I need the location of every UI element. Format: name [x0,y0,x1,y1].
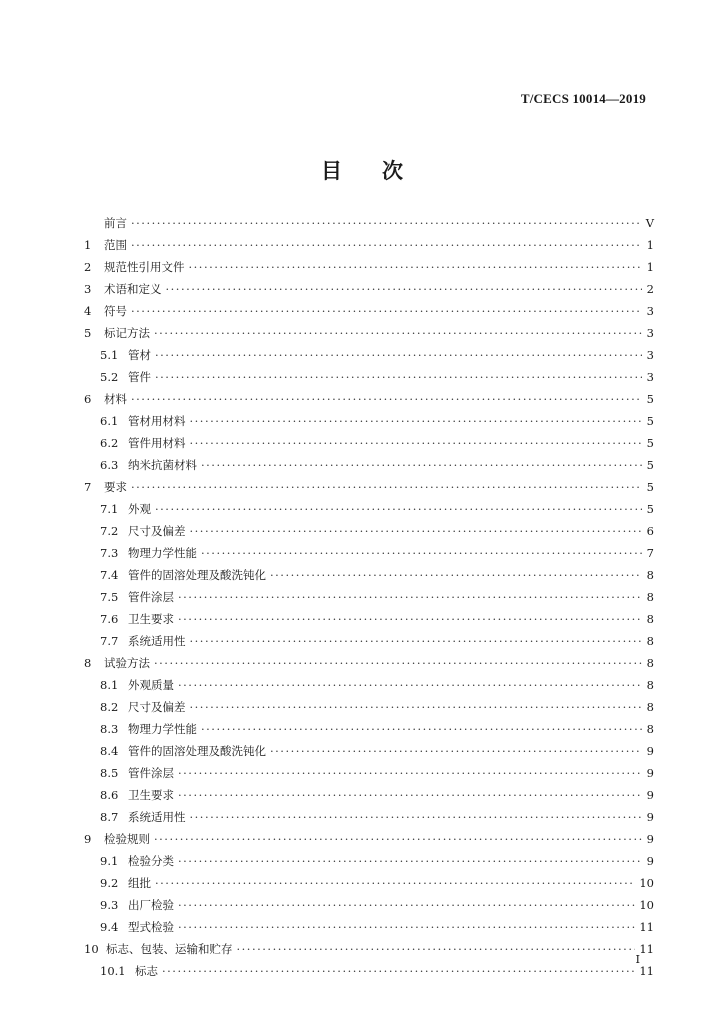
toc-entry-label: 试验方法 [104,656,150,670]
toc-entry[interactable] [84,212,654,234]
toc-entry-label: 尺寸及偏差 [128,524,186,538]
toc-entry-page: 8 [646,612,654,626]
toc-entry-label: 外观 [128,502,151,516]
toc-entry[interactable] [84,828,654,850]
toc-leader-dots [190,630,643,652]
toc-entry-label: 出厂检验 [128,898,174,912]
toc-entry-label: 标志、包装、运输和贮存 [106,942,233,956]
toc-entry-page: 6 [646,524,654,538]
toc-entry-page: 8 [646,590,654,604]
toc-leader-dots [178,674,642,696]
toc-entry-number: 8.6 [100,788,119,802]
toc-entry-label: 管件用材料 [128,436,186,450]
toc-entry-page: 2 [646,282,654,296]
toc-leader-dots [131,388,642,410]
toc-leader-dots [154,652,642,674]
toc-leader-dots [131,234,642,256]
table-of-contents [84,212,654,982]
toc-entry-number: 9.4 [100,920,119,934]
toc-entry-page: 3 [646,348,654,362]
toc-entry-label: 前言 [104,216,127,230]
toc-entry[interactable] [84,366,654,388]
toc-entry-number: 2 [84,260,92,274]
toc-entry[interactable] [84,718,654,740]
toc-leader-dots [155,498,642,520]
toc-entry-label: 符号 [104,304,127,318]
toc-entry-number: 5.1 [100,348,119,362]
toc-entry-number: 6.1 [100,414,119,428]
standard-code: T/CECS 10014—2019 [520,91,646,106]
toc-entry-number: 6.3 [100,458,119,472]
toc-entry[interactable] [84,300,654,322]
toc-entry-page: 9 [646,788,654,802]
toc-title-char-1: 目 [321,159,342,183]
toc-leader-dots [270,740,642,762]
toc-entry[interactable] [84,410,654,432]
toc-entry-label: 管件的固溶处理及酸洗钝化 [128,568,266,582]
toc-entry[interactable] [84,322,654,344]
toc-entry-page: 3 [646,326,654,340]
toc-entry-page: 9 [646,854,654,868]
toc-entry-number: 10 [84,942,99,956]
toc-entry[interactable] [84,850,654,872]
toc-entry-label: 术语和定义 [104,282,162,296]
toc-leader-dots [190,520,643,542]
toc-entry-number: 9.1 [100,854,119,868]
toc-entry-page: 5 [646,414,654,428]
toc-entry-page: 5 [646,458,654,472]
toc-entry-number: 7.7 [100,634,119,648]
toc-entry-page: 5 [646,436,654,450]
toc-entry-number: 6 [84,392,92,406]
toc-leader-dots [178,916,635,938]
toc-entry[interactable] [84,806,654,828]
toc-entry-number: 5.2 [100,370,119,384]
toc-entry-label: 物理力学性能 [128,546,197,560]
toc-entry[interactable] [84,586,654,608]
toc-leader-dots [201,542,642,564]
toc-leader-dots [178,586,642,608]
toc-entry-label: 管材 [128,348,151,362]
toc-leader-dots [154,322,642,344]
toc-entry[interactable] [84,674,654,696]
toc-leader-dots [178,762,642,784]
toc-entry-number: 7.3 [100,546,119,560]
toc-entry-number: 9.3 [100,898,119,912]
toc-leader-dots [190,410,643,432]
toc-entry-label: 范围 [104,238,127,252]
toc-entry-number: 7.6 [100,612,119,626]
toc-entry-label: 规范性引用文件 [104,260,185,274]
toc-entry[interactable] [84,608,654,630]
toc-leader-dots [166,278,643,300]
toc-entry-page: 8 [646,722,654,736]
toc-entry-label: 卫生要求 [128,788,174,802]
toc-entry-page: 9 [646,810,654,824]
toc-entry-page: 8 [646,700,654,714]
toc-entry-label: 纳米抗菌材料 [128,458,197,472]
toc-entry-label: 卫生要求 [128,612,174,626]
toc-leader-dots [189,256,643,278]
toc-entry[interactable] [84,564,654,586]
toc-entry[interactable] [84,916,654,938]
toc-entry-page: 10 [639,898,654,912]
toc-entry-label: 材料 [104,392,127,406]
toc-entry-label: 标记方法 [104,326,150,340]
toc-entry-number: 1 [84,238,92,252]
toc-entry-page: 8 [646,568,654,582]
toc-entry-label: 系统适用性 [128,810,186,824]
toc-entry-label: 物理力学性能 [128,722,197,736]
toc-entry[interactable] [84,762,654,784]
toc-entry-label: 管件的固溶处理及酸洗钝化 [128,744,266,758]
toc-entry-page: 1 [646,238,654,252]
toc-leader-dots [155,872,635,894]
toc-entry-number: 4 [84,304,92,318]
toc-leader-dots [178,784,642,806]
toc-leader-dots [131,476,642,498]
toc-entry-label: 管件涂层 [128,766,174,780]
toc-entry[interactable] [84,498,654,520]
toc-entry-number: 7 [84,480,92,494]
toc-entry-page: 11 [639,942,654,956]
toc-entry-label: 检验规则 [104,832,150,846]
toc-entry-page: 9 [646,766,654,780]
toc-entry[interactable] [84,388,654,410]
toc-entry-page: 1 [646,260,654,274]
toc-entry[interactable] [84,454,654,476]
toc-leader-dots [201,718,642,740]
toc-entry[interactable] [84,894,654,916]
toc-entry-number: 8 [84,656,92,670]
toc-leader-dots [201,454,642,476]
toc-leader-dots [190,432,643,454]
toc-entry-number: 9.2 [100,876,119,890]
toc-entry-page: 5 [646,502,654,516]
page-number: I [635,952,640,966]
toc-entry-label: 管件涂层 [128,590,174,604]
toc-entry-label: 尺寸及偏差 [128,700,186,714]
toc-entry-number: 7.4 [100,568,119,582]
toc-entry[interactable] [84,278,654,300]
toc-entry-number: 8.5 [100,766,119,780]
toc-entry[interactable] [84,652,654,674]
toc-entry-label: 组批 [128,876,151,890]
toc-leader-dots [190,806,643,828]
toc-entry-number: 8.3 [100,722,119,736]
toc-entry-page: 11 [639,920,654,934]
toc-entry-number: 10.1 [100,964,126,978]
toc-entry-page: V [645,216,654,230]
toc-entry-page: 9 [646,832,654,846]
toc-leader-dots [190,696,643,718]
toc-entry-label: 型式检验 [128,920,174,934]
toc-leader-dots [178,894,635,916]
toc-entry[interactable] [84,960,654,982]
toc-entry-page: 8 [646,634,654,648]
toc-entry-number: 8.7 [100,810,119,824]
toc-entry-label: 要求 [104,480,127,494]
toc-entry-page: 3 [646,304,654,318]
toc-entry-page: 8 [646,678,654,692]
toc-entry-label: 标志 [135,964,158,978]
toc-entry-number: 7.2 [100,524,119,538]
toc-entry-page: 8 [646,656,654,670]
toc-entry-number: 7.5 [100,590,119,604]
toc-entry-label: 检验分类 [128,854,174,868]
toc-leader-dots [154,828,642,850]
toc-entry-page: 7 [646,546,654,560]
toc-entry[interactable] [84,872,654,894]
toc-leader-dots [131,300,642,322]
toc-title [0,155,724,185]
toc-leader-dots [131,212,642,234]
toc-entry[interactable] [84,784,654,806]
toc-entry-number: 8.2 [100,700,119,714]
toc-leader-dots [155,344,642,366]
toc-entry-number: 6.2 [100,436,119,450]
toc-leader-dots [237,938,636,960]
toc-entry[interactable] [84,256,654,278]
toc-leader-dots [270,564,642,586]
toc-entry[interactable] [84,234,654,256]
toc-entry-page: 10 [639,876,654,890]
toc-entry[interactable] [84,520,654,542]
toc-entry-number: 9 [84,832,92,846]
toc-entry-label: 系统适用性 [128,634,186,648]
toc-entry[interactable] [84,476,654,498]
toc-title-char-2: 次 [382,159,403,183]
toc-entry[interactable] [84,344,654,366]
toc-leader-dots [155,366,642,388]
toc-entry-label: 管材用材料 [128,414,186,428]
toc-entry-page: 5 [646,480,654,494]
toc-entry-page: 3 [646,370,654,384]
toc-entry-number: 3 [84,282,92,296]
toc-entry-page: 5 [646,392,654,406]
toc-entry[interactable] [84,696,654,718]
toc-entry-page: 11 [639,964,654,978]
toc-entry[interactable] [84,938,654,960]
toc-entry-label: 外观质量 [128,678,174,692]
toc-entry[interactable] [84,432,654,454]
toc-entry-page: 9 [646,744,654,758]
toc-entry-label: 管件 [128,370,151,384]
toc-leader-dots [162,960,635,982]
toc-entry-number: 8.4 [100,744,119,758]
toc-entry-number: 8.1 [100,678,119,692]
toc-entry[interactable] [84,740,654,762]
toc-entry[interactable] [84,542,654,564]
toc-leader-dots [178,608,642,630]
toc-entry[interactable] [84,630,654,652]
toc-entry-number: 7.1 [100,502,119,516]
toc-leader-dots [178,850,642,872]
toc-entry-number: 5 [84,326,92,340]
